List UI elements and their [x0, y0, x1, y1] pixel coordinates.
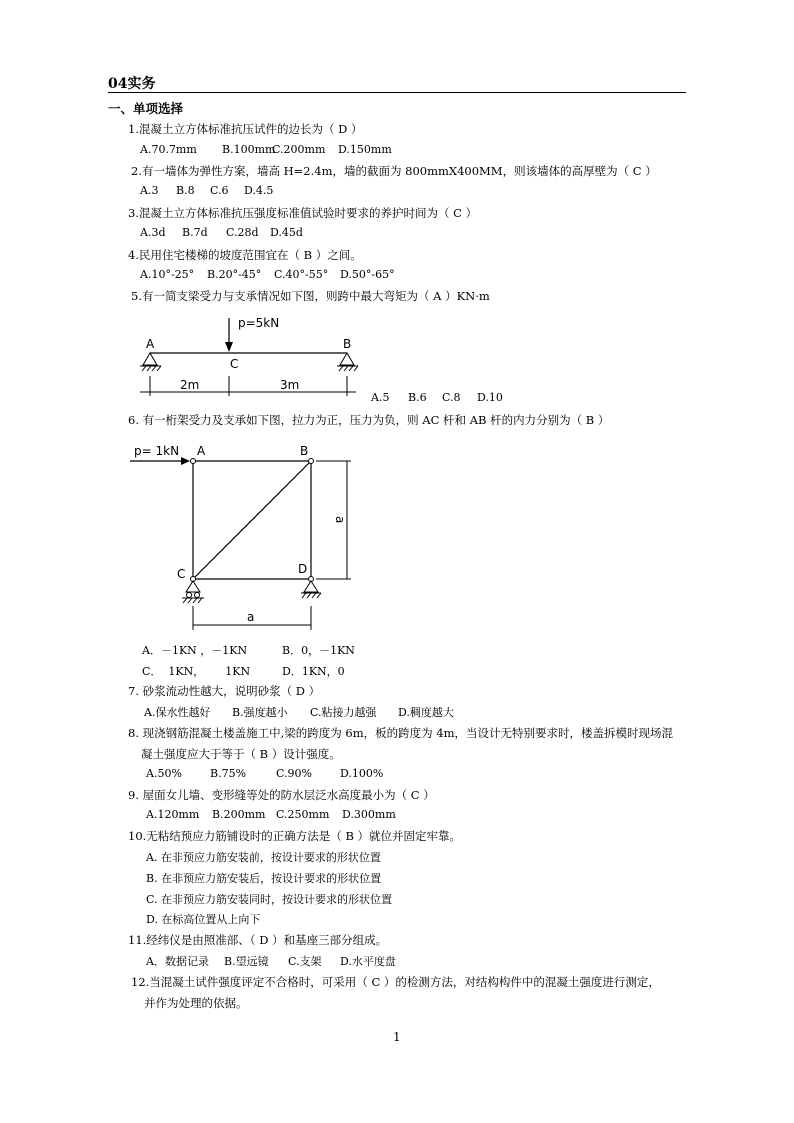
q5-option-c: C.8	[442, 391, 461, 404]
q2-option-d: D.4.5	[244, 184, 274, 197]
q10-option-b: B. 在非预应力筋安装后，按设计要求的形状位置	[146, 872, 382, 885]
page-number: 1	[393, 1030, 401, 1044]
truss-joint-c: C	[177, 567, 186, 581]
q7-option-a: A.保水性越好	[144, 706, 211, 719]
question-11: 11.经纬仪是由照准部、（ D ）和基座三部分组成。	[128, 933, 388, 947]
q5-option-b: B.6	[408, 391, 427, 404]
q4-option-a: A.10°-25°	[140, 268, 195, 281]
q6-option-c: C． 1KN， 1KN	[142, 665, 251, 678]
q11-option-d: D.水平度盘	[340, 955, 396, 968]
truss-dim-horizontal: a	[247, 610, 255, 624]
q3-option-a: A.3d	[140, 226, 166, 239]
beam-point-a: A	[146, 337, 155, 351]
q9-option-b: B.200mm	[212, 808, 266, 821]
q2-option-a: A.3	[140, 184, 159, 197]
q11-option-a: A．数据记录	[146, 955, 209, 968]
q11-option-b: B.望远镜	[224, 955, 269, 968]
beam-dim-3m: 3m	[280, 378, 300, 392]
q6-option-b: B．0，－1KN	[282, 644, 355, 657]
question-12-line-2: 并作为处理的依据。	[144, 996, 248, 1010]
q8-option-b: B.75%	[210, 767, 247, 780]
truss-dim-vertical: a	[333, 516, 347, 524]
beam-load-label: p=5kN	[238, 316, 280, 330]
question-8-line-2: 凝土强度应大于等于（ B ）设计强度。	[141, 747, 341, 761]
q10-option-c: C. 在非预应力筋安装同时，按设计要求的形状位置	[146, 893, 393, 906]
q7-option-d: D.稠度越大	[398, 706, 454, 719]
q1-option-c: C.200mm	[272, 143, 326, 156]
question-5: 5.有一简支梁受力与支承情况如下图，则跨中最大弯矩为（ A ）KN·m	[131, 289, 490, 303]
question-7: 7. 砂浆流动性越大，说明砂浆（ D ）	[128, 684, 321, 698]
question-2: 2.有一墙体为弹性方案，墙高 H=2.4m，墙的截面为 800mmX400MM，则该墙体的高厚壁为（ C ）	[131, 164, 657, 178]
question-1: 1.混凝土立方体标准抗压试件的边长为（ D ）	[128, 122, 363, 136]
q8-option-d: D.100%	[340, 767, 384, 780]
q9-option-c: C.250mm	[276, 808, 330, 821]
truss-load-label: p= 1kN	[134, 444, 180, 458]
truss-joint-d: D	[298, 562, 308, 576]
q5-option-d: D.10	[477, 391, 503, 404]
q1-option-b: B.100mm	[222, 143, 276, 156]
section-title: 一、单项选择	[108, 101, 184, 116]
question-4: 4.民用住宅楼梯的坡度范围宜在（ B ）之间。	[128, 248, 362, 262]
q7-option-b: B.强度越小	[232, 706, 288, 719]
q9-option-a: A.120mm	[146, 808, 200, 821]
q4-option-d: D.50°-65°	[340, 268, 395, 281]
page-header-title: 04实务	[108, 76, 156, 92]
truss-joint-a: A	[197, 444, 206, 458]
q10-option-a: A. 在非预应力筋安装前，按设计要求的形状位置	[146, 851, 381, 864]
q3-option-b: B.7d	[182, 226, 208, 239]
q10-option-d: D. 在标高位置从上向下	[146, 913, 261, 926]
q2-option-c: C.6	[210, 184, 229, 197]
question-3: 3.混凝土立方体标准抗压强度标准值试验时要求的养护时间为（ C ）	[128, 206, 478, 220]
q6-option-a: A．－1KN ，－1KN	[142, 644, 248, 657]
q2-option-b: B.8	[176, 184, 195, 197]
beam-point-b: B	[343, 337, 352, 351]
q3-option-c: C.28d	[226, 226, 259, 239]
q7-option-c: C.粘接力越强	[310, 706, 377, 719]
question-6: 6. 有一桁架受力及支承如下图，拉力为正，压力为负，则 AC 杆和 AB 杆的内力分别为（ B ）	[128, 413, 610, 427]
q8-option-a: A.50%	[146, 767, 182, 780]
q5-option-a: A.5	[371, 391, 390, 404]
q4-option-b: B.20°-45°	[207, 268, 262, 281]
question-8: 8. 现浇钢筋混凝土楼盖施工中,梁的跨度为 6m，板的跨度为 4m，当设计无特别要求时，楼盖拆模时现场混	[128, 726, 674, 740]
beam-point-c: C	[230, 357, 239, 371]
q1-option-a: A.70.7mm	[140, 143, 197, 156]
truss-joint-b: B	[300, 444, 309, 458]
q6-option-d: D．1KN，0	[282, 665, 345, 678]
question-12: 12.当混凝土试件强度评定不合格时，可采用（ C ）的检测方法，对结构构件中的混凝土强度进行测定，	[131, 975, 660, 989]
q8-option-c: C.90%	[276, 767, 312, 780]
question-10: 10.无粘结预应力筋铺设时的正确方法是（ B ）就位并固定牢靠。	[128, 829, 462, 843]
question-9: 9. 屋面女儿墙、变形缝等处的防水层泛水高度最小为（ C ）	[128, 788, 435, 802]
q1-option-d: D.150mm	[338, 143, 392, 156]
q4-option-c: C.40°-55°	[274, 268, 329, 281]
q9-option-d: D.300mm	[342, 808, 396, 821]
beam-dim-2m: 2m	[180, 378, 200, 392]
q3-option-d: D.45d	[270, 226, 303, 239]
q11-option-c: C.支架	[288, 955, 322, 968]
